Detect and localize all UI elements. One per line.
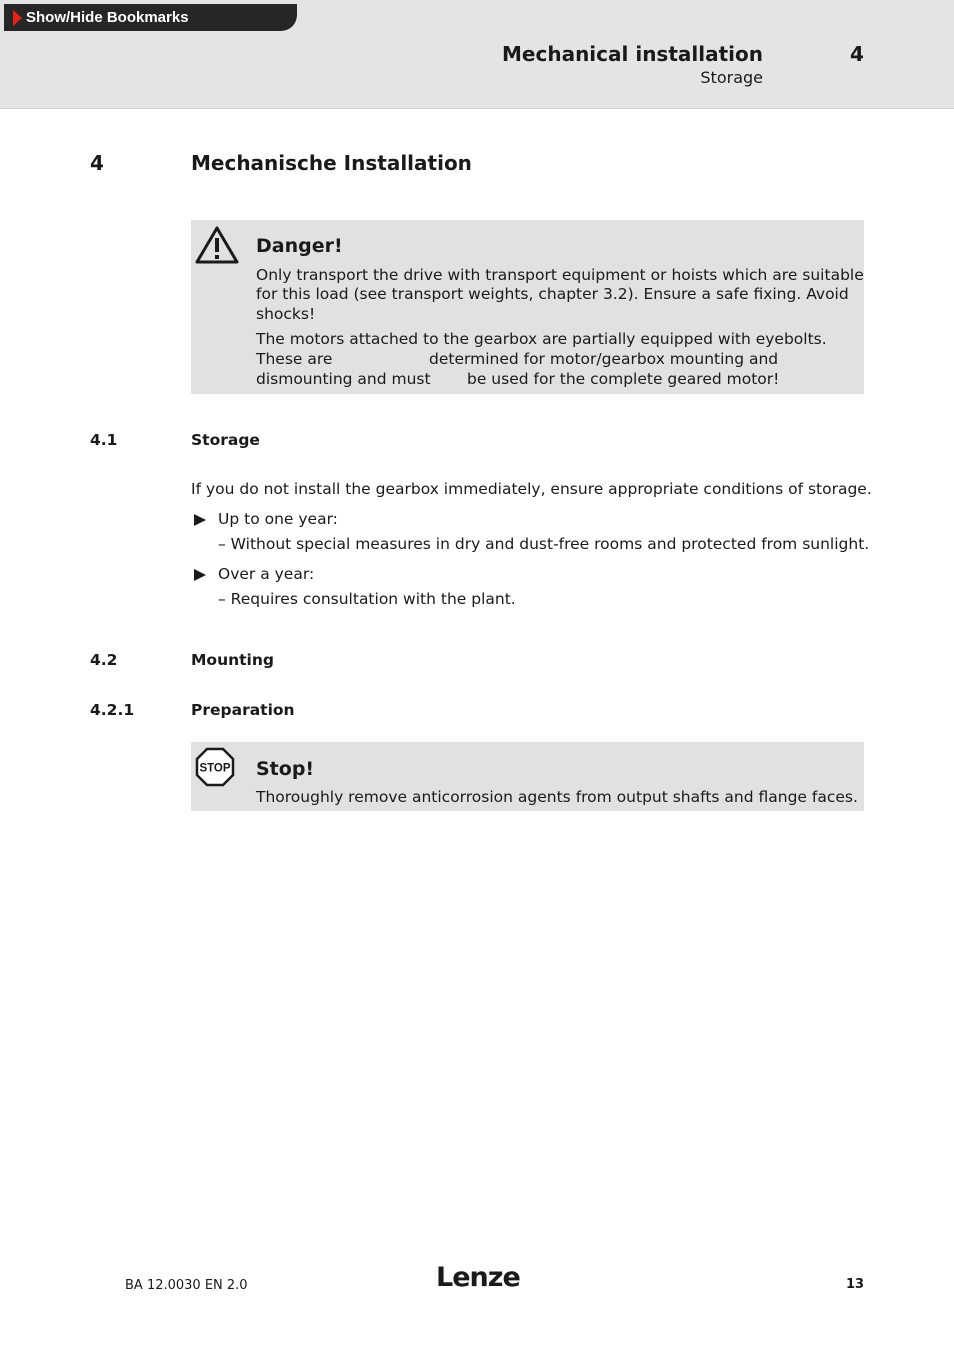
page-header bbox=[0, 0, 954, 109]
header-title: Mechanical installation bbox=[502, 42, 763, 66]
danger-line-5-a: These are bbox=[256, 350, 333, 368]
danger-line-6-b: be used for the complete geared motor! bbox=[467, 370, 780, 388]
section-title-preparation: Preparation bbox=[191, 701, 295, 719]
section-title-mounting: Mounting bbox=[191, 651, 274, 669]
section-title-storage: Storage bbox=[191, 431, 260, 449]
bullet-arrow-icon bbox=[194, 569, 206, 581]
chapter-title: Mechanische Installation bbox=[191, 151, 472, 175]
danger-line-4: The motors attached to the gearbox are partially equipped with eyebolts. bbox=[256, 330, 827, 348]
danger-line-5 bbox=[256, 350, 862, 370]
danger-line-5-b: determined for motor/gearbox mounting and bbox=[429, 350, 779, 368]
header-chapter-number: 4 bbox=[850, 42, 864, 66]
stop-note bbox=[191, 742, 864, 811]
bullet-label: Over a year: bbox=[218, 565, 315, 583]
warning-triangle-icon bbox=[195, 226, 239, 264]
danger-line-2: for this load (see transport weights, chapter 3.2). Ensure a safe fixing. Avoid bbox=[256, 285, 849, 303]
danger-line-3: shocks! bbox=[256, 305, 316, 323]
stop-sign-icon bbox=[195, 747, 235, 787]
danger-line-6 bbox=[256, 370, 862, 390]
stop-title: Stop! bbox=[256, 758, 315, 780]
page-number: 13 bbox=[846, 1277, 865, 1292]
stop-icon-label: STOP bbox=[199, 762, 231, 775]
footer-document-id: BA 12.0030 EN 2.0 bbox=[125, 1278, 248, 1293]
bookmarks-label: Show/Hide Bookmarks bbox=[26, 9, 189, 26]
danger-note bbox=[191, 220, 864, 394]
bullet-detail: – Without special measures in dry and dust-free rooms and protected from sunlight. bbox=[218, 535, 870, 553]
section-number-storage: 4.1 bbox=[90, 431, 118, 449]
danger-line-6-a: dismounting and must bbox=[256, 370, 431, 388]
storage-intro: If you do not install the gearbox immediately, ensure appropriate conditions of storage. bbox=[191, 480, 872, 498]
lenze-logo: Lenze bbox=[436, 1262, 520, 1293]
danger-title: Danger! bbox=[256, 235, 343, 257]
bullet-arrow-icon bbox=[194, 514, 206, 526]
section-number-preparation: 4.2.1 bbox=[90, 701, 135, 719]
section-number-mounting: 4.2 bbox=[90, 651, 118, 669]
header-subtitle: Storage bbox=[700, 68, 763, 87]
chapter-number: 4 bbox=[90, 151, 104, 175]
show-hide-bookmarks-button[interactable] bbox=[4, 4, 297, 31]
danger-line-1: Only transport the drive with transport equipment or hoists which are suitable bbox=[256, 266, 864, 284]
stop-text: Thoroughly remove anticorrosion agents from output shafts and flange faces. bbox=[256, 788, 858, 806]
triangle-arrow-icon bbox=[13, 10, 22, 26]
bullet-detail: – Requires consultation with the plant. bbox=[218, 590, 516, 608]
bullet-label: Up to one year: bbox=[218, 510, 338, 528]
